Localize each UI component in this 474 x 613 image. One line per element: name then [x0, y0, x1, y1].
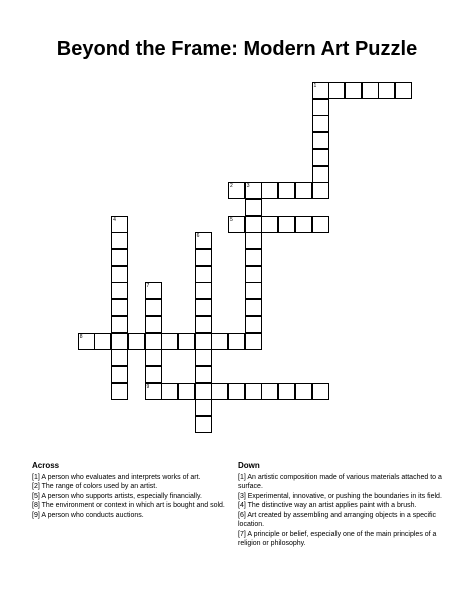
grid-cell[interactable]	[328, 82, 345, 99]
grid-cell[interactable]	[195, 266, 212, 283]
grid-cell[interactable]	[195, 416, 212, 433]
grid-cell[interactable]	[111, 249, 128, 266]
grid-cell[interactable]	[145, 316, 162, 333]
down-heading: Down	[238, 461, 260, 470]
grid-cell[interactable]	[145, 333, 162, 350]
grid-cell[interactable]	[178, 383, 195, 400]
grid-cell[interactable]	[395, 82, 412, 99]
clue-down-7: [7] A principle or belief, especially one of the main principles of a religion or philosophy.	[238, 530, 437, 547]
grid-cell[interactable]	[145, 299, 162, 316]
grid-cell[interactable]	[195, 333, 212, 350]
grid-cell[interactable]	[228, 182, 245, 199]
grid-cell[interactable]	[312, 182, 329, 199]
grid-cell[interactable]	[245, 282, 262, 299]
grid-cell[interactable]	[228, 383, 245, 400]
grid-cell[interactable]	[295, 182, 312, 199]
grid-cell[interactable]	[245, 249, 262, 266]
grid-cell[interactable]	[312, 115, 329, 132]
grid-cell[interactable]	[312, 166, 329, 183]
grid-cell[interactable]	[362, 82, 379, 99]
clue-number: 4	[113, 216, 116, 223]
grid-cell[interactable]	[178, 333, 195, 350]
clue-number: 1	[313, 83, 317, 89]
grid-cell[interactable]	[245, 383, 262, 400]
grid-cell[interactable]	[195, 383, 212, 400]
grid-cell[interactable]	[111, 316, 128, 333]
grid-cell[interactable]	[228, 216, 245, 233]
grid-cell[interactable]	[278, 383, 295, 400]
grid-cell[interactable]	[111, 216, 128, 233]
clue-number: 3	[246, 183, 250, 190]
grid-cell[interactable]	[161, 333, 178, 350]
grid-cell[interactable]	[145, 349, 162, 366]
grid-cell[interactable]	[195, 349, 212, 366]
across-clues	[32, 461, 228, 520]
grid-cell[interactable]	[245, 232, 262, 249]
grid-cell[interactable]	[345, 82, 362, 99]
clue-number: 5	[230, 216, 233, 223]
grid-cell[interactable]	[145, 383, 162, 400]
grid-cell[interactable]	[195, 282, 212, 299]
grid-cell[interactable]	[195, 316, 212, 333]
grid-cell[interactable]	[228, 333, 245, 350]
grid-cell[interactable]	[111, 282, 128, 299]
grid-cell[interactable]	[261, 383, 278, 400]
grid-cell[interactable]	[278, 216, 295, 233]
grid-cell[interactable]	[195, 366, 212, 383]
grid-cell[interactable]	[295, 216, 312, 233]
grid-cell[interactable]	[312, 149, 329, 166]
grid-cell[interactable]	[161, 383, 178, 400]
grid-cell[interactable]	[128, 333, 145, 350]
clue-across-1: [1] A person who evaluates and interprets works of art.	[32, 473, 201, 481]
grid-cell[interactable]	[278, 182, 295, 199]
clue-number: 6	[196, 233, 200, 240]
grid-cell[interactable]	[145, 282, 162, 299]
grid-cell[interactable]	[111, 366, 128, 383]
clue-across-2: [2] The range of colors used by an artist.	[32, 483, 158, 490]
puzzle-title: Beyond the Frame: Modern Art Puzzle	[56, 38, 418, 60]
down-clues	[238, 461, 444, 549]
grid-cell[interactable]	[295, 383, 312, 400]
grid-cell[interactable]	[111, 266, 128, 283]
grid-cell[interactable]	[211, 383, 228, 400]
clue-number: 8	[79, 333, 83, 340]
grid-cell[interactable]	[378, 82, 395, 99]
grid-cell[interactable]	[245, 266, 262, 283]
grid-cell[interactable]	[111, 383, 128, 400]
grid-cell[interactable]	[245, 299, 262, 316]
grid-cell[interactable]	[312, 99, 329, 116]
clue-number: 7	[146, 283, 150, 290]
grid-cell[interactable]	[245, 199, 262, 216]
grid-cell[interactable]	[111, 349, 128, 366]
grid-cell[interactable]	[245, 182, 262, 199]
clue-across-8: [8] The environment or context in which art is bought and sold.	[32, 502, 225, 509]
grid-cell[interactable]	[78, 333, 95, 350]
clue-down-6: [6] Art created by assembling and arranging objects in a specific location.	[238, 511, 437, 528]
clue-across-9: [9] A person who conducts auctions.	[32, 511, 144, 519]
clue-number: 9	[146, 383, 150, 390]
grid-cell[interactable]	[145, 366, 162, 383]
across-heading: Across	[32, 461, 60, 470]
clue-down-4: [4] The distinctive way an artist applies paint with a brush.	[238, 502, 417, 509]
clue-number: 2	[230, 183, 233, 190]
grid-cell[interactable]	[211, 333, 228, 350]
grid-cell[interactable]	[312, 82, 329, 99]
grid-cell[interactable]	[94, 333, 111, 350]
grid-cell[interactable]	[111, 299, 128, 316]
grid-cell[interactable]	[195, 299, 212, 316]
clue-down-1: [1] An artistic composition made of various materials attached to a surface.	[238, 473, 442, 490]
grid-cell[interactable]	[312, 383, 329, 400]
grid-cell[interactable]	[312, 132, 329, 149]
clue-across-5: [5] A person who supports artists, especially financially.	[32, 492, 202, 500]
grid-cell[interactable]	[111, 232, 128, 249]
grid-cell[interactable]	[245, 216, 262, 233]
grid-cell[interactable]	[312, 216, 329, 233]
grid-cell[interactable]	[195, 249, 212, 266]
grid-cell[interactable]	[261, 182, 278, 199]
grid-cell[interactable]	[111, 333, 128, 350]
grid-cell[interactable]	[245, 316, 262, 333]
grid-cell[interactable]	[195, 232, 212, 249]
grid-cell[interactable]	[261, 216, 278, 233]
clue-down-3: [3] Experimental, innovative, or pushing the boundaries in its field.	[238, 492, 442, 500]
grid-cell[interactable]	[245, 333, 262, 350]
grid-cell[interactable]	[195, 399, 212, 416]
